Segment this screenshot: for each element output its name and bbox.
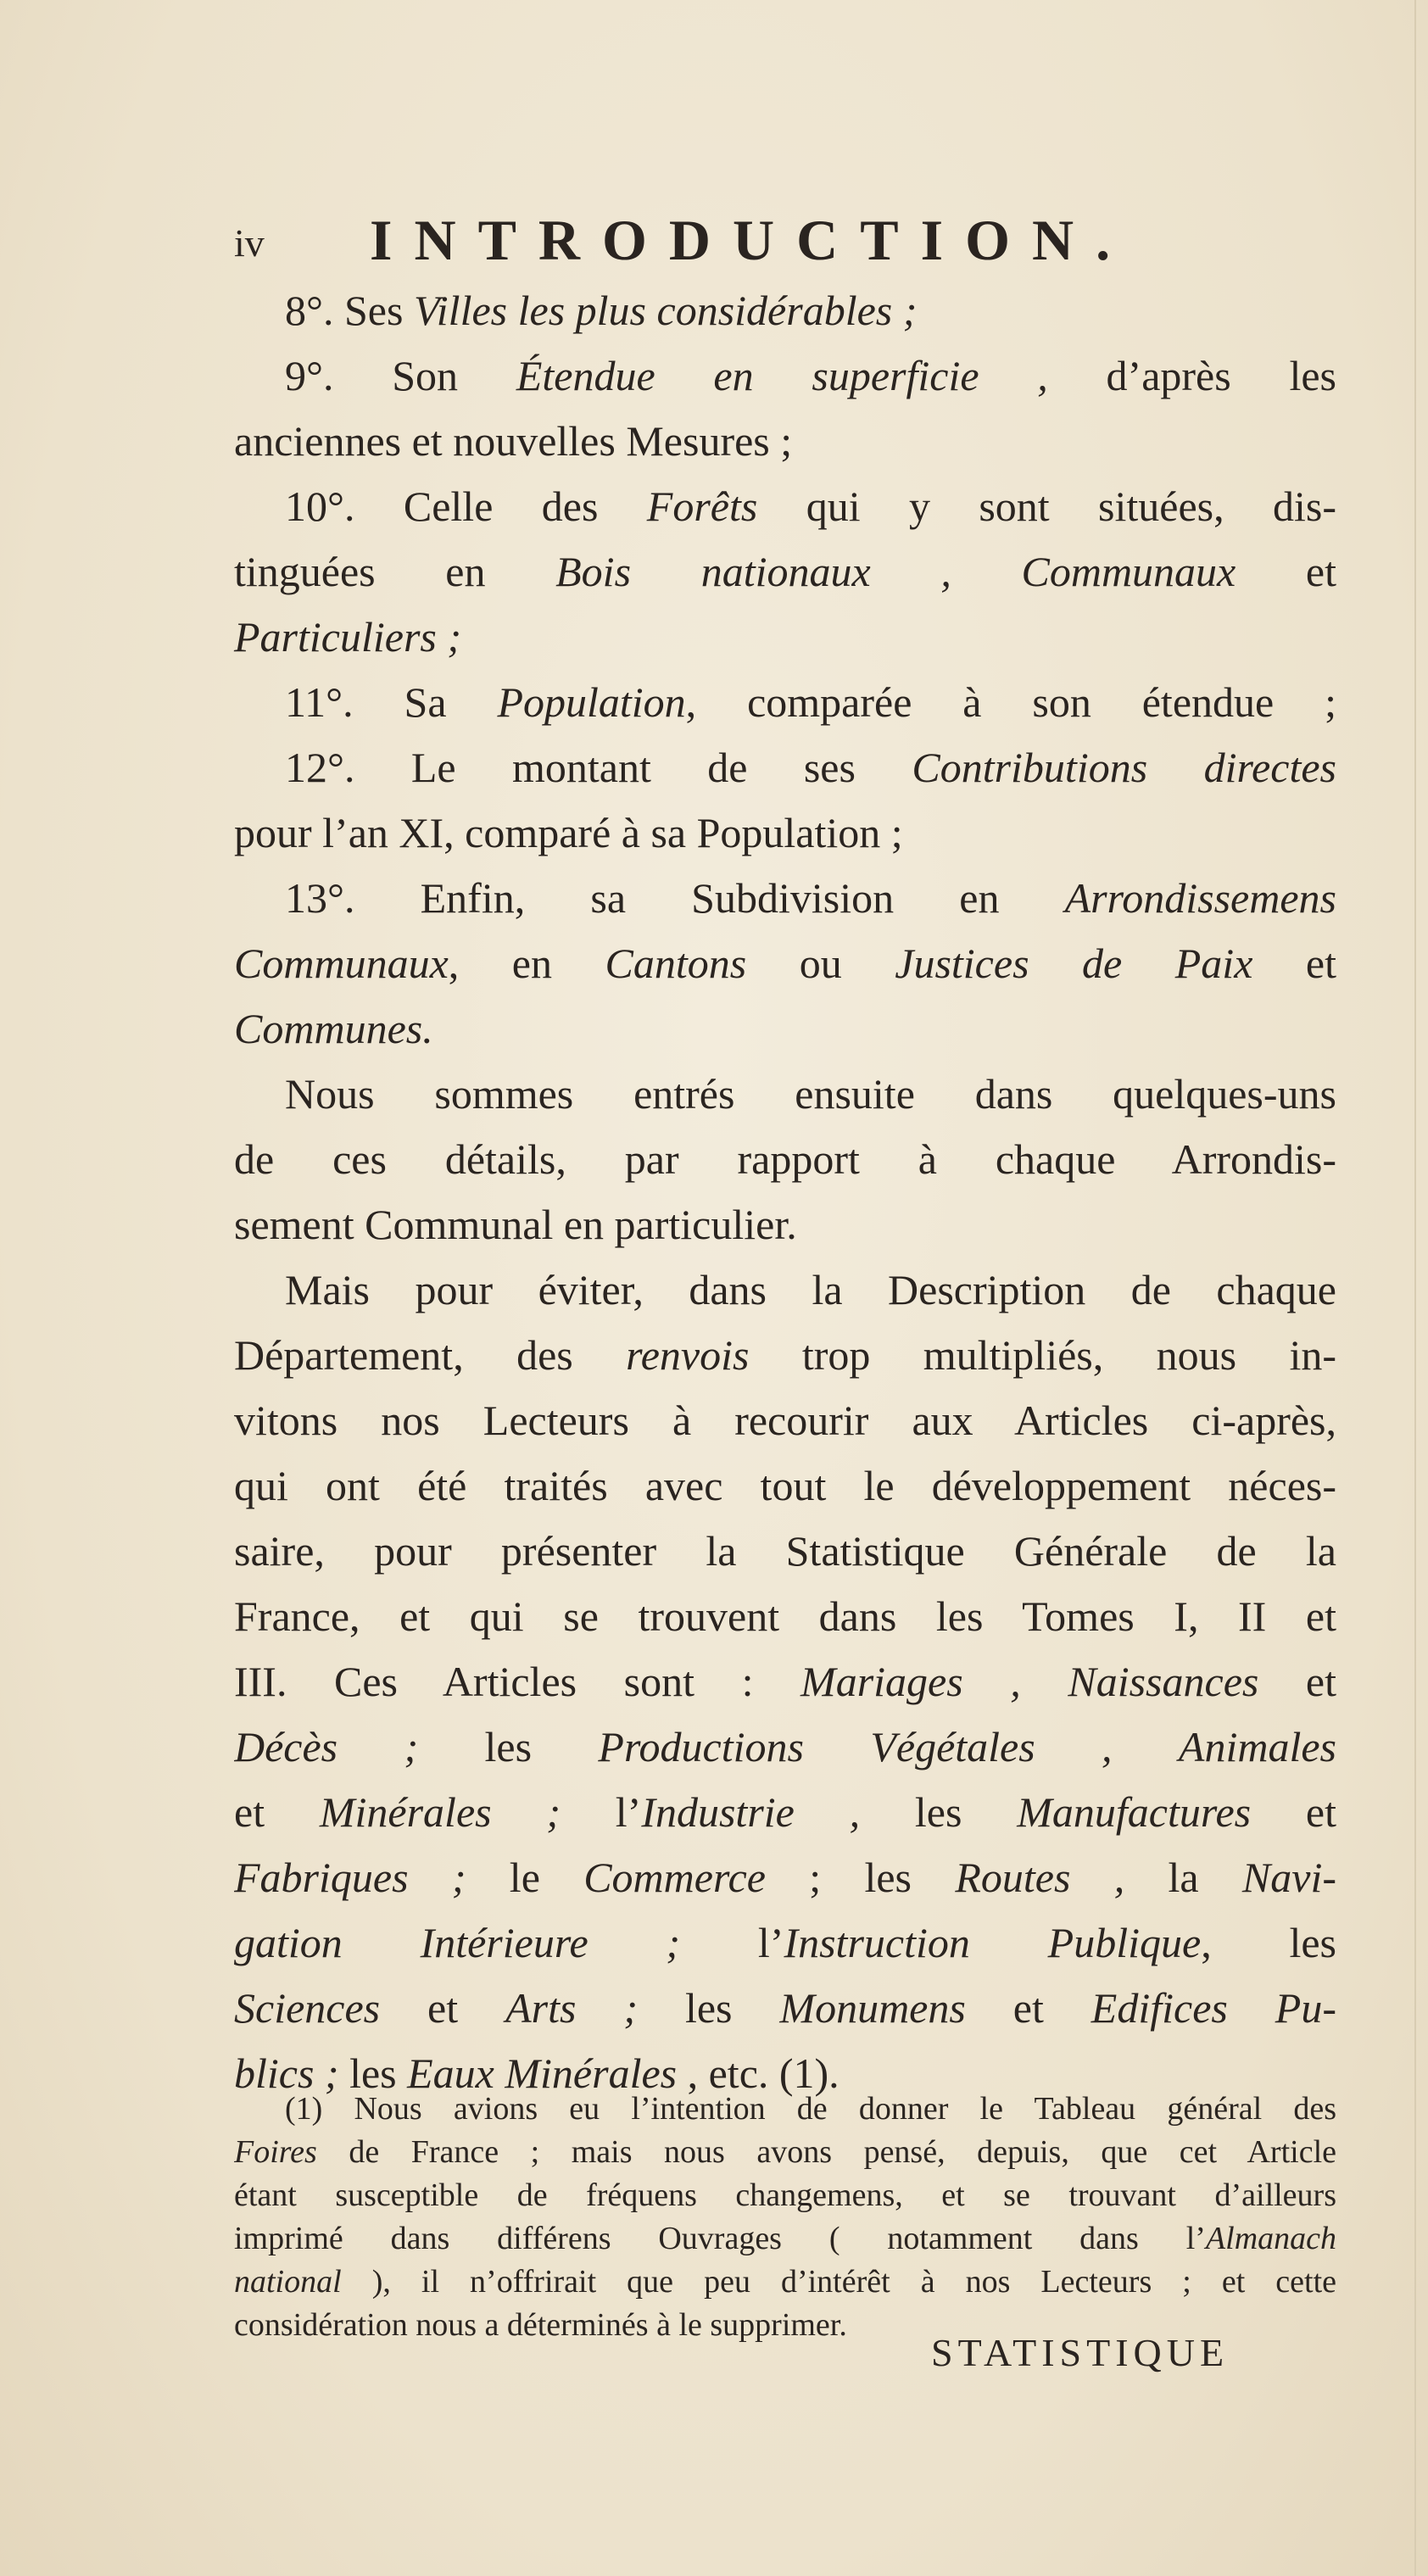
running-title: INTRODUCTION. bbox=[370, 208, 1133, 272]
text-line: anciennes et nouvelles Mesures ; bbox=[234, 417, 793, 465]
catchword: STATISTIQUE bbox=[931, 2331, 1230, 2374]
text-line: blics ; les Eaux Minérales , etc. (1). bbox=[234, 2049, 840, 2097]
text-line: pour l’an XI, comparé à sa Population ; bbox=[234, 809, 903, 856]
text-line: 13°. Enfin, sa Subdivision en Arrondissemens bbox=[285, 874, 1336, 922]
footnote bbox=[234, 2088, 1336, 2347]
text-line: 10°. Celle des Forêts qui y sont situées, dis- bbox=[285, 482, 1336, 530]
footnote-line: étant susceptible de fréquens changemens, et se trouvant d’ailleurs bbox=[234, 2177, 1336, 2213]
footnote-line: (1) Nous avions eu l’intention de donner le Tableau général des bbox=[285, 2091, 1336, 2127]
text-line: Sciences et Arts ; les Monumens et Edifices Pu- bbox=[234, 1984, 1336, 2032]
text-line: Communes. bbox=[234, 1005, 433, 1052]
text-line: et Minérales ; l’Industrie , les Manufactures et bbox=[234, 1788, 1336, 1836]
page-edge bbox=[1414, 0, 1416, 2576]
text-line: Communaux, en Cantons ou Justices de Paix et bbox=[234, 940, 1336, 987]
page-header bbox=[234, 204, 1362, 280]
footnote-line: national ), il n’offrirait que peu d’intérêt à nos Lecteurs ; et cette bbox=[234, 2264, 1336, 2300]
text-line: Nous sommes entrés ensuite dans quelques-uns bbox=[285, 1070, 1336, 1118]
text-line: vitons nos Lecteurs à recourir aux Articles ci-après, bbox=[234, 1397, 1336, 1444]
text-line: Décès ; les Productions Végétales , Animales bbox=[234, 1723, 1336, 1770]
text-line: qui ont été traités avec tout le développement néces- bbox=[234, 1462, 1336, 1509]
page-number: iv bbox=[234, 221, 265, 265]
text-line: de ces détails, par rapport à chaque Arrondis- bbox=[234, 1135, 1336, 1183]
text-line: tinguées en Bois nationaux , Communaux et bbox=[234, 548, 1336, 595]
text-line: 9°. Son Étendue en superficie , d’après les bbox=[285, 352, 1336, 399]
text-line: gation Intérieure ; l’Instruction Publique, les bbox=[234, 1919, 1336, 1966]
text-line: Particuliers ; bbox=[234, 613, 462, 661]
footnote-line: considération nous a déterminés à le supprimer. bbox=[234, 2307, 847, 2343]
text-line: III. Ces Articles sont : Mariages , Naissances et bbox=[234, 1658, 1336, 1705]
footnote-line: imprimé dans différens Ouvrages ( notamment dans l’Almanach bbox=[234, 2221, 1336, 2256]
footnote-line: Foires de France ; mais nous avons pensé, depuis, que cet Article bbox=[234, 2134, 1336, 2170]
text-line: Mais pour éviter, dans la Description de chaque bbox=[285, 1266, 1336, 1313]
text-line: 12°. Le montant de ses Contributions directes bbox=[285, 744, 1336, 791]
text-line: 11°. Sa Population, comparée à son étendue ; bbox=[285, 678, 1336, 726]
text-line: France, et qui se trouvent dans les Tomes I, II et bbox=[234, 1592, 1336, 1640]
text-line: Fabriques ; le Commerce ; les Routes , la Navi- bbox=[234, 1854, 1336, 1901]
text-line: saire, pour présenter la Statistique Générale de la bbox=[234, 1527, 1336, 1575]
body-text bbox=[234, 278, 1336, 2106]
text-line: 8°. Ses Villes les plus considérables ; bbox=[285, 287, 918, 334]
text-line: sement Communal en particulier. bbox=[234, 1201, 797, 1248]
text-line: Département, des renvois trop multipliés, nous in- bbox=[234, 1331, 1336, 1379]
